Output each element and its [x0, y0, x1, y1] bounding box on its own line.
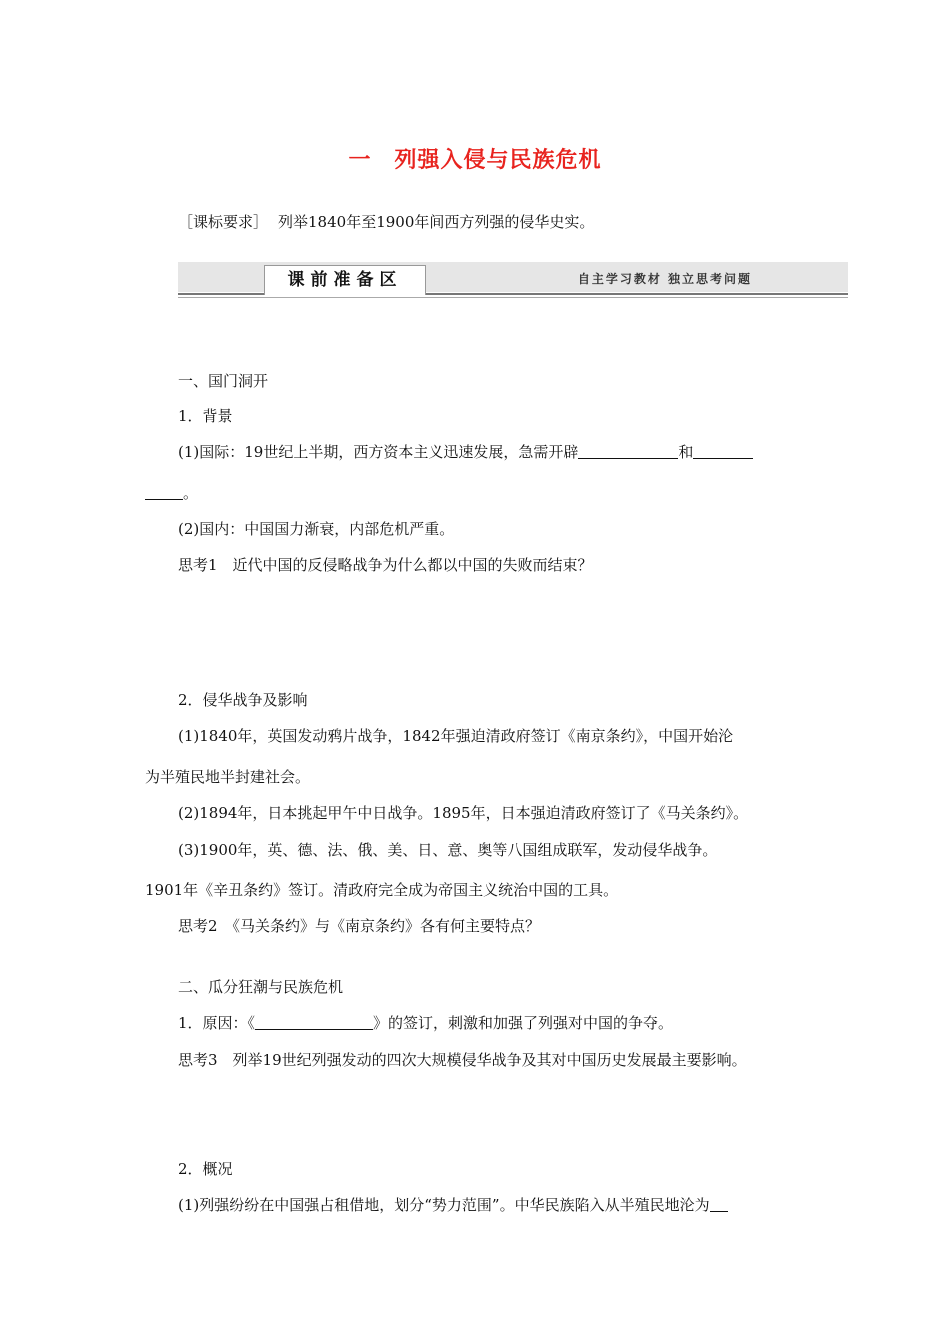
requirement-label: ［课标要求］ — [178, 213, 269, 231]
paragraph-sino-japanese-war: (2)1894年，日本挑起甲午中日战争。1895年，日本强迫清政府签订了《马关条约》。 — [178, 804, 749, 822]
paragraph-international — [178, 442, 753, 462]
paragraph-domestic: (2)国内：中国国力渐衰，内部危机严重。 — [178, 520, 455, 538]
paragraph-text: (1)国际：19世纪上半期，西方资本主义迅速发展，急需开辟 — [178, 443, 579, 461]
paragraph-opium-war-cont: 为半殖民地半封建社会。 — [145, 768, 311, 786]
section-banner — [178, 262, 848, 299]
paragraph-text: 。 — [183, 484, 199, 502]
fill-blank-4[interactable] — [710, 1197, 728, 1212]
fill-blank-2[interactable] — [693, 444, 753, 459]
paragraph-spheres — [178, 1195, 728, 1215]
section-heading-1: 一、国门洞开 — [178, 372, 269, 390]
subheading-background: 1．背景 — [178, 407, 233, 425]
fill-blank-2-cont[interactable] — [145, 485, 183, 500]
paragraph-international-cont — [145, 483, 198, 503]
question-2: 思考2 《马关条约》与《南京条约》各有何主要特点？ — [178, 917, 541, 935]
banner-right-text: 自主学习教材 独立思考问题 — [577, 272, 752, 286]
question-3: 思考3 列举19世纪列强发动的四次大规模侵华战争及其对中国历史发展最主要影响。 — [178, 1051, 747, 1069]
question-1: 思考1 近代中国的反侵略战争为什么都以中国的失败而结束？ — [178, 556, 593, 574]
paragraph-opium-war: (1)1840年，英国发动鸦片战争，1842年强迫清政府签订《南京条约》，中国开始沦 — [178, 727, 734, 745]
requirement-text: 列举1840年至1900年间西方列强的侵华史实。 — [278, 213, 595, 231]
paragraph-cause — [178, 1013, 673, 1033]
banner-tab-label: 课前准备区 — [264, 265, 426, 295]
page-title: 一 列强入侵与民族危机 — [348, 148, 602, 173]
fill-blank-3[interactable] — [255, 1015, 373, 1030]
paragraph-text: 》的签订，刺激和加强了列强对中国的争夺。 — [373, 1014, 674, 1032]
subheading-overview: 2．概况 — [178, 1160, 233, 1178]
paragraph-text: (1)列强纷纷在中国强占租借地，划分“势力范围”。中华民族陷入从半殖民地沦为 — [178, 1196, 710, 1214]
paragraph-text: 和 — [678, 443, 694, 461]
section-heading-2: 二、瓜分狂潮与民族危机 — [178, 978, 344, 996]
paragraph-text: 1．原因：《 — [178, 1014, 256, 1032]
paragraph-eight-nations-cont: 1901年《辛丑条约》签订。清政府完全成为帝国主义统治中国的工具。 — [145, 881, 619, 899]
course-requirement — [178, 212, 594, 232]
fill-blank-1[interactable] — [578, 444, 678, 459]
subheading-wars: 2．侵华战争及影响 — [178, 691, 308, 709]
paragraph-eight-nations: (3)1900年，英、德、法、俄、美、日、意、奥等八国组成联军，发动侵华战争。 — [178, 841, 718, 859]
